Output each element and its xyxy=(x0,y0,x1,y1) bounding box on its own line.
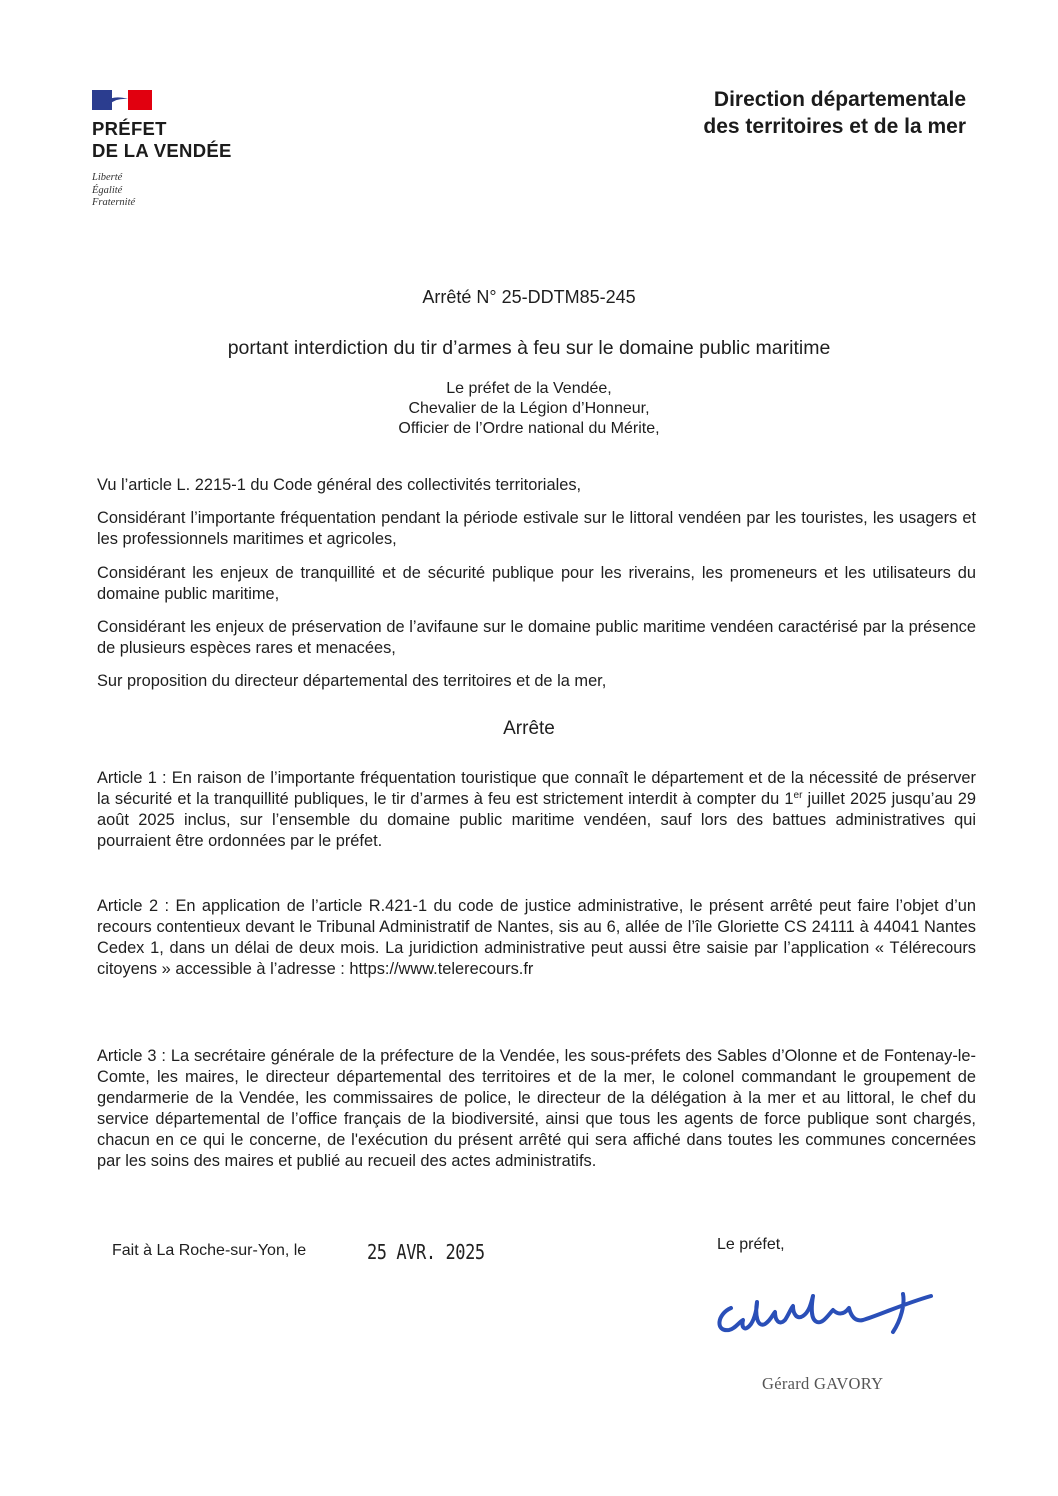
prefect-titles xyxy=(0,379,1058,439)
handwritten-signature xyxy=(705,1280,945,1350)
proposition-paragraph: Sur proposition du directeur départemental des territoires et de la mer, xyxy=(97,672,607,690)
prefect-line: Le préfet de la Vendée, xyxy=(446,380,612,397)
signatory-name: Gérard GAVORY xyxy=(762,1374,884,1393)
date-stamp: 25 AVR. 2025 xyxy=(367,1240,485,1264)
article-1 xyxy=(97,768,976,852)
arrete-heading: Arrête xyxy=(503,718,555,739)
considerant-paragraph: Considérant les enjeux de préservation de l’avifaune sur le domaine public maritime vendéen caractérisé par la présence de plusieurs espèces rares et menacées, xyxy=(97,618,976,657)
department-line1: Direction départementale xyxy=(713,88,966,111)
marianne-flag-icon xyxy=(92,90,152,110)
prefecture-name-line2: DE LA VENDÉE xyxy=(92,140,232,161)
department-name xyxy=(703,86,966,140)
signatory-title: Le préfet, xyxy=(717,1236,785,1253)
motto-liberte: Liberté xyxy=(92,172,123,183)
department-line2: des territoires et de la mer xyxy=(703,115,966,138)
arrete-number: Arrêté N° 25-DDTM85-245 xyxy=(422,287,636,307)
considerant-paragraph: Considérant l’importante fréquentation pendant la période estivale sur le littoral vendéen par les touristes, les usagers et les professionnels maritimes et agricoles, xyxy=(97,509,976,548)
article-3: Article 3 : La secrétaire générale de la préfecture de la Vendée, les sous-préfets des Sables d’Olonne et de Fontenay-le-Comte, les maires, le directeur départemental des territoires et de la mer, le colonel commandant le groupement de gendarmerie de la Vendée, les commissaires de police, le directeur de la délégation à la mer et au littoral, le chef du service départemental de l’office français de la biodiversité, ainsi que tous les agents de force publique sont chargés, chacun en ce qui le concerne, de l'exécution du présent arrêté qui sera affiché dans toutes les communes concernées par les soins des maires et publié au recueil des actes administratifs. xyxy=(97,1047,976,1170)
arrete-subject: portant interdiction du tir d’armes à feu sur le domaine public maritime xyxy=(227,337,831,359)
place-of-signature: Fait à La Roche-sur-Yon, le xyxy=(112,1242,307,1259)
motto-fraternite: Fraternité xyxy=(92,197,136,208)
prefecture-logo xyxy=(92,90,292,210)
considerant-paragraph: Considérant les enjeux de tranquillité et de sécurité publique pour les riverains, les promeneurs et les utilisateurs du domaine public maritime, xyxy=(97,564,976,603)
motto-egalite: Égalité xyxy=(92,184,123,196)
prefect-line: Officier de l’Ordre national du Mérite, xyxy=(398,420,660,437)
article-1-text-b: juillet 2025 jusqu’au 29 août 2025 inclus, sur l’ensemble du domaine public maritime vendéen, sauf lors des battues administratives qui pourraient être ordonnées par le préfet. xyxy=(97,790,976,850)
prefecture-name-line1: PRÉFET xyxy=(92,118,167,139)
article-1-text-a: Article 1 : En raison de l’importante fréquentation touristique que connaît le département et de la nécessité de préserver la sécurité et la tranquillité publiques, le tir d’armes à feu est strictement interdit à compter du 1 xyxy=(97,769,976,808)
article-1-superscript: er xyxy=(793,790,803,801)
vu-paragraph: Vu l’article L. 2215-1 du Code général des collectivités territoriales, xyxy=(97,476,582,494)
republic-motto xyxy=(92,172,292,210)
prefect-line: Chevalier de la Légion d’Honneur, xyxy=(408,400,650,417)
article-2: Article 2 : En application de l’article R.421-1 du code de justice administrative, le présent arrêté peut faire l’objet d’un recours contentieux devant le Tribunal Administratif de Nantes, sis au 6, allée de l’île Gloriette CS 24111 à 44041 Nantes Cedex 1, dans un délai de deux mois. La juridiction administrative peut aussi être saisie par l’application « Télérecours citoyens » accessible à l’adresse : https://www.telerecours.fr xyxy=(97,897,976,978)
